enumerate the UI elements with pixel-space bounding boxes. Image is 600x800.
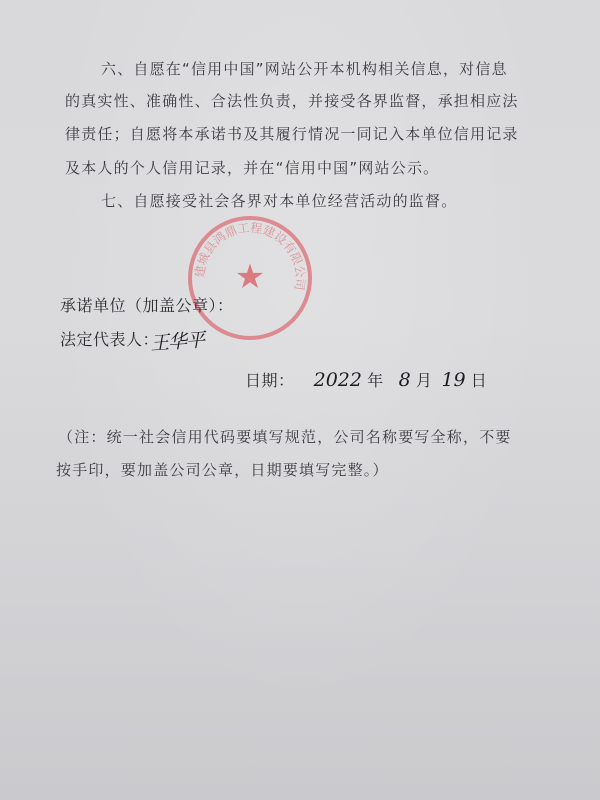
note-line-1: （注：统一社会信用代码要填写规范，公司名称要写全称，不要 — [58, 428, 512, 446]
day-char: 日 — [470, 371, 488, 390]
year-char: 年 — [367, 371, 384, 390]
date-year-handwritten: 2022 — [313, 369, 362, 391]
legal-representative-label: 法定代表人： — [60, 330, 160, 349]
date-label: 日期： — [245, 371, 295, 390]
clause-six-line-4: 及本人的个人信用记录，并在“信用中国”网站公示。 — [65, 159, 440, 177]
commitment-unit-label: 承诺单位（加盖公章）： — [60, 296, 234, 315]
seal-star-icon: ★ — [234, 257, 266, 297]
company-seal-stamp — [186, 214, 314, 342]
note-line-2: 按手印，要加盖公司公章，日期要填写完整。） — [56, 461, 389, 479]
date-month-handwritten: 8 — [398, 369, 411, 391]
clause-seven: 七、自愿接受社会各界对本单位经营活动的监督。 — [101, 192, 458, 210]
clause-six-line-3: 律责任；自愿将本承诺书及其履行情况一同记入本单位信用记录 — [65, 125, 519, 143]
representative-signature: 王华平 — [149, 329, 205, 355]
date-line — [245, 368, 487, 391]
clause-six-line-2: 的真实性、准确性、合法性负责，并接受各界监督，承担相应法 — [65, 92, 519, 110]
month-char: 月 — [415, 371, 433, 390]
date-day-handwritten: 19 — [441, 369, 466, 391]
seal-ring-text: 建城县鸿鼎工程建设有限公司 — [192, 220, 308, 292]
clause-six-line-1: 六、自愿在“信用中国”网站公开本机构相关信息，对信息 — [101, 60, 508, 78]
